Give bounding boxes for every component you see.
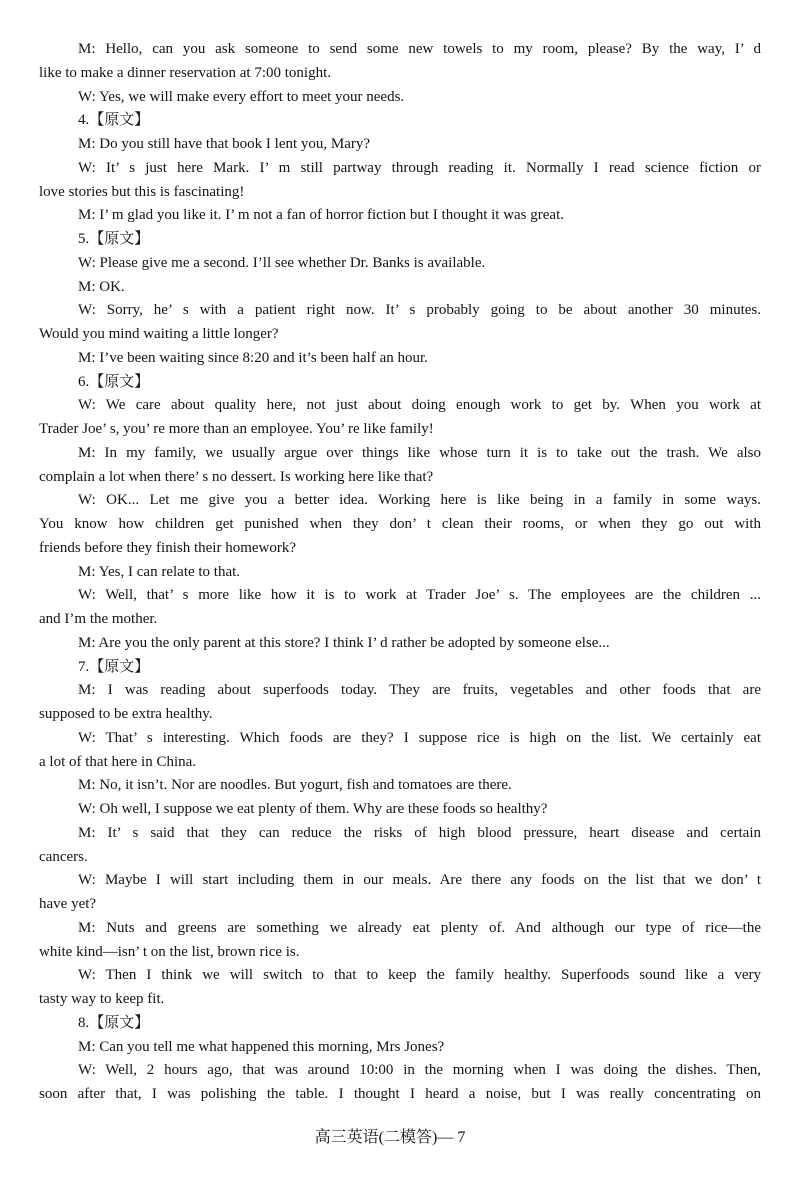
dialogue-paragraph [39,798,761,822]
text-line: friends before they finish their homework? [39,539,296,556]
text-line: M: Nuts and greens are something we already eat plenty of. And although our type of rice—the [78,919,761,936]
text-line: W: Please give me a second. I’ll see whether Dr. Banks is available. [78,254,486,271]
text-line: W: Well, 2 hours ago, that was around 10:00 in the morning when I was doing the dishes. Then, [78,1062,761,1079]
text-line: love stories but this is fascinating! [39,183,245,200]
text-line: W: Oh well, I suppose we eat plenty of them. Why are these foods so healthy? [78,801,548,817]
section-heading [39,1012,761,1036]
dialogue-paragraph [39,489,761,560]
text-line: M: It’ s said that they can reduce the risks of high blood pressure, heart disease and certain [78,824,761,841]
dialogue-paragraph [39,869,761,917]
text-line: M: In my family, we usually argue over things like whose turn it is to take out the trash. We also [78,444,761,461]
dialogue-paragraph [39,442,761,490]
dialogue-paragraph [39,1036,761,1060]
transcript-body [39,38,761,1107]
dialogue-paragraph [39,1059,761,1107]
text-line: a lot of that here in China. [39,753,197,770]
text-line: W: Sorry, he’ s with a patient right now. It’ s probably going to be about another 30 minutes. [78,302,761,319]
page-footer: 高三英语(二模答)— 7 [314,1129,466,1146]
dialogue-paragraph [39,632,761,656]
section-heading [39,371,761,395]
text-line: like to make a dinner reservation at 7:00 tonight. [39,64,332,81]
text-line: 8.【原文】 [78,1014,150,1031]
dialogue-paragraph [39,727,761,775]
text-line: M: Hello, can you ask someone to send some new towels to my room, please? By the way, I’ d [78,41,761,57]
text-line: soon after that, I was polishing the table. I thought I heard a noise, but I was really concentrating on [39,1086,761,1102]
text-line: W: Yes, we will make every effort to meet your needs. [78,88,405,105]
dialogue-paragraph [39,964,761,1012]
text-line: tasty way to keep fit. [39,991,165,1007]
text-line: 6.【原文】 [78,373,150,390]
dialogue-paragraph [39,822,761,870]
text-line: M: OK. [78,278,125,295]
text-line: M: Can you tell me what happened this morning, Mrs Jones? [78,1038,445,1055]
text-line: Trader Joe’ s, you’ re more than an employee. You’ re like family! [39,421,434,437]
text-line: 5.【原文】 [78,231,150,247]
dialogue-paragraph [39,38,761,86]
dialogue-paragraph [39,917,761,965]
text-line: supposed to be extra healthy. [39,706,213,722]
text-line: M: I’ m glad you like it. I’ m not a fan of horror fiction but I thought it was great. [78,207,564,224]
text-line: You know how children get punished when they don’ t clean their rooms, or when they go out with [39,516,761,532]
text-line: 7.【原文】 [78,658,150,675]
text-line: W: That’ s interesting. Which foods are they? I suppose rice is high on the list. We certainly eat [78,729,761,746]
dialogue-paragraph [39,394,761,442]
dialogue-paragraph [39,276,761,300]
text-line: W: It’ s just here Mark. I’ m still partway through reading it. Normally I read science fiction or [78,159,761,176]
dialogue-paragraph [39,584,761,632]
section-heading [39,656,761,680]
text-line: white kind—isn’ t on the list, brown rice is. [39,943,300,960]
text-line: W: OK... Let me give you a better idea. Working here is like being in a family in some ways. [78,492,761,509]
dialogue-paragraph [39,204,761,228]
text-line: have yet? [39,896,97,912]
section-heading [39,109,761,133]
text-line: 4.【原文】 [78,112,150,129]
text-line: W: Then I think we will switch to that to keep the family healthy. Superfoods sound like a very [78,967,761,984]
text-line: Would you mind waiting a little longer? [39,326,279,342]
dialogue-paragraph [39,157,761,205]
text-line: M: Yes, I can relate to that. [78,563,241,580]
text-line: cancers. [39,848,88,865]
text-line: W: Maybe I will start including them in our meals. Are there any foods on the list that we don’ t [78,872,761,889]
text-line: M: I’ve been waiting since 8:20 and it’s been half an hour. [78,349,428,366]
dialogue-paragraph [39,679,761,727]
text-line: M: Are you the only parent at this store? I think I’ d rather be adopted by someone else... [78,634,610,651]
section-heading [39,228,761,252]
text-line: M: I was reading about superfoods today. They are fruits, vegetables and other foods that are [78,682,761,699]
text-line: W: We care about quality here, not just about doing enough work to get by. When you work at [78,397,761,414]
dialogue-paragraph [39,133,761,157]
text-line: M: No, it isn’t. Nor are noodles. But yogurt, fish and tomatoes are there. [78,777,512,794]
dialogue-paragraph [39,561,761,585]
dialogue-paragraph [39,252,761,276]
dialogue-paragraph [39,86,761,110]
text-line: complain a lot when there’ s no dessert. Is working here like that? [39,468,434,485]
dialogue-paragraph [39,774,761,798]
text-line: W: Well, that’ s more like how it is to work at Trader Joe’ s. The employees are the children ... [78,587,761,604]
dialogue-paragraph [39,299,761,347]
dialogue-paragraph [39,347,761,371]
text-line: and I’m the mother. [39,611,158,627]
text-line: M: Do you still have that book I lent you, Mary? [78,136,371,152]
